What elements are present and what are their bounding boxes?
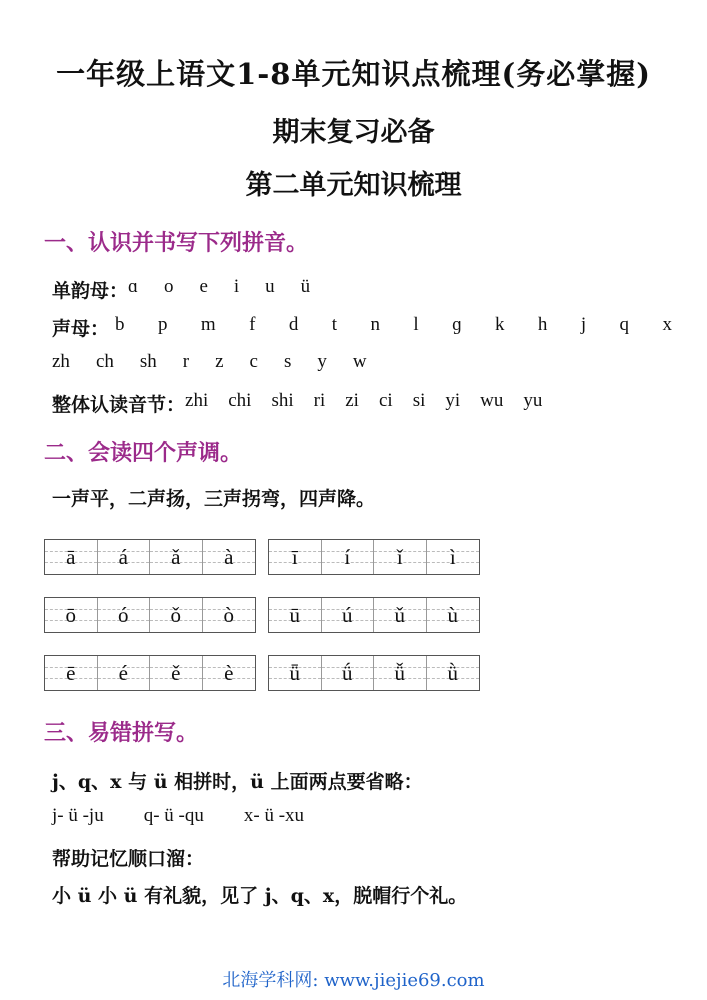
tone-cell <box>150 598 203 632</box>
spelling-example: q- ü -qu <box>143 805 204 826</box>
spelling-examples <box>52 805 344 827</box>
tone-mark-letter: à <box>224 544 234 569</box>
single-vowels-list <box>128 276 336 303</box>
tone-cell <box>269 656 322 690</box>
section3-heading: 三、易错拼写。 <box>44 720 199 746</box>
tone-mark-letter: ě <box>171 660 181 685</box>
initial-consonant: d <box>288 314 299 335</box>
tone-cell <box>203 540 256 574</box>
single-vowel: ü <box>300 276 311 297</box>
tone-mark-letter: ē <box>66 660 76 685</box>
tone-rule: 一声平，二声扬，三声拐弯，四声降。 <box>52 488 376 510</box>
single-vowel: i <box>233 276 240 297</box>
tone-grid <box>268 539 480 575</box>
whole-syllable: zhi <box>185 390 209 411</box>
tone-cell <box>45 540 98 574</box>
initial-consonant: x <box>662 314 672 335</box>
initials-row1 <box>52 314 672 341</box>
tone-mark-letter: ó <box>118 602 129 627</box>
section1-heading: 一、认识并书写下列拼音。 <box>44 230 309 256</box>
tone-mark-letter: ǘ <box>342 660 353 685</box>
tone-cell <box>427 540 480 574</box>
initial-consonant: h <box>537 314 548 335</box>
tone-grid <box>268 655 480 691</box>
tone-grid <box>44 539 256 575</box>
whole-syllables-row <box>52 390 562 417</box>
single-vowel: u <box>265 276 275 297</box>
tone-cell <box>203 656 256 690</box>
tone-cell <box>269 540 322 574</box>
single-vowels-label: 单韵母： <box>52 280 129 302</box>
whole-syllables-label: 整体认读音节： <box>52 394 186 416</box>
tone-mark-letter: í <box>344 544 351 569</box>
initial-consonant: k <box>494 314 505 335</box>
initial-consonant: s <box>283 351 292 372</box>
whole-syllable: yu <box>523 390 543 411</box>
initial-consonant: l <box>413 314 419 335</box>
tone-cell <box>98 540 151 574</box>
tone-mark-letter: é <box>118 660 128 685</box>
whole-syllable: shi <box>271 390 294 411</box>
initial-consonant: j <box>580 314 587 335</box>
tone-cell <box>427 656 480 690</box>
tone-cell <box>98 598 151 632</box>
initial-consonant: p <box>157 314 168 335</box>
footer-website: 北海学科网: www.jiejie69.com <box>222 970 485 991</box>
initial-consonant: sh <box>139 351 157 372</box>
tone-cell <box>45 656 98 690</box>
initials-list-1 <box>115 314 672 341</box>
initial-consonant: q <box>619 314 630 335</box>
whole-syllables-list <box>185 390 562 417</box>
whole-syllable: ci <box>378 390 393 411</box>
tone-grid <box>44 655 256 691</box>
spelling-rule: j、q、x 与 ü 相拼时，ü 上面两点要省略： <box>52 771 423 793</box>
single-vowel: e <box>199 276 208 297</box>
tone-grid <box>268 597 480 633</box>
document-title: 一年级上语文1-8单元知识点梳理(务必掌握) <box>56 57 651 91</box>
tone-mark-letter: ū <box>289 602 300 627</box>
document-subtitle: 期末复习必备 <box>272 117 435 148</box>
tone-grid <box>44 597 256 633</box>
tone-mark-letter: ò <box>223 602 234 627</box>
spelling-example: j- ü -ju <box>52 805 104 826</box>
whole-syllable: ri <box>313 390 326 411</box>
tone-mark-letter: ō <box>65 602 76 627</box>
whole-syllable: chi <box>228 390 252 411</box>
tone-mark-letter: á <box>118 544 128 569</box>
single-vowels-row <box>52 276 336 303</box>
initial-consonant: ch <box>95 351 114 372</box>
initial-consonant: t <box>331 314 338 335</box>
tone-cell <box>374 656 427 690</box>
whole-syllable: zi <box>345 390 359 411</box>
mnemonic-label: 帮助记忆顺口溜： <box>52 848 205 870</box>
tone-cell <box>269 598 322 632</box>
initial-consonant: y <box>317 351 327 372</box>
tone-cell <box>322 598 375 632</box>
tone-cell <box>322 540 375 574</box>
tone-mark-letter: ù <box>447 602 458 627</box>
tone-cell <box>150 540 203 574</box>
tone-cell <box>98 656 151 690</box>
tone-mark-letter: ǖ <box>289 660 300 685</box>
tone-cell <box>203 598 256 632</box>
initial-consonant: r <box>182 351 190 372</box>
initial-consonant: n <box>370 314 380 335</box>
tone-mark-letter: ú <box>342 602 353 627</box>
initial-consonant: b <box>115 314 125 335</box>
initial-consonant: ɡ <box>452 314 462 335</box>
initial-consonant: m <box>200 314 216 335</box>
single-vowel: o <box>163 276 174 297</box>
single-vowel: ɑ <box>128 276 138 297</box>
initials-list-2 <box>52 351 393 373</box>
tone-mark-letter: ī <box>291 544 298 569</box>
initial-consonant: w <box>352 351 367 372</box>
whole-syllable: yi <box>445 390 461 411</box>
tone-cell <box>45 598 98 632</box>
tone-mark-letter: ǜ <box>447 660 458 685</box>
tone-cell <box>374 540 427 574</box>
initials-label: 声母： <box>52 318 110 340</box>
tone-mark-letter: ǐ <box>396 544 403 569</box>
tone-cell <box>322 656 375 690</box>
tone-mark-letter: ǒ <box>170 602 181 627</box>
initial-consonant: z <box>215 351 224 372</box>
tone-mark-letter: ǔ <box>394 602 405 627</box>
mnemonic-text: 小 ü 小 ü 有礼貌，见了 j、q、x，脱帽行个礼。 <box>52 885 468 907</box>
tone-mark-letter: è <box>224 660 234 685</box>
tone-mark-letter: ǎ <box>171 544 181 569</box>
section2-heading: 二、会读四个声调。 <box>44 440 243 466</box>
tone-cell <box>374 598 427 632</box>
initial-consonant: c <box>249 351 258 372</box>
unit-title: 第二单元知识梳理 <box>245 170 462 201</box>
spelling-example: x- ü -xu <box>243 805 305 826</box>
tone-mark-letter: ǚ <box>394 660 405 685</box>
tone-mark-letter: ā <box>66 544 76 569</box>
whole-syllable: si <box>412 390 426 411</box>
tone-cell <box>427 598 480 632</box>
whole-syllable: wu <box>480 390 504 411</box>
tone-cell <box>150 656 203 690</box>
initial-consonant: f <box>249 314 256 335</box>
initial-consonant: zh <box>52 351 70 372</box>
tone-mark-letter: ì <box>449 544 456 569</box>
